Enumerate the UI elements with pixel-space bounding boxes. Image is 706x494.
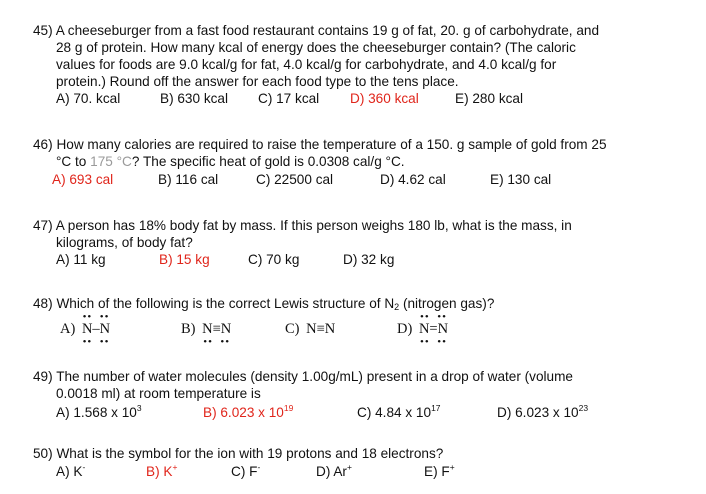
choice-a: A) 11 kg xyxy=(56,252,106,267)
choice-d: D) Ar+ xyxy=(316,462,352,479)
choice-c: C) F- xyxy=(231,462,261,479)
choice-c: C) 4.84 x $10^{17}$ xyxy=(357,403,441,420)
choice-e: E) 280 kcal xyxy=(455,91,524,106)
question-text: °C to 175 °C? The specific heat of gold is 0.0308 cal/g °C. xyxy=(56,154,405,169)
choice-a: A) 1.568 x $10^3$ xyxy=(56,403,142,420)
question-text: 47) A person has 18% body fat by mass. If this person weighs 180 lb, what is the mass, in xyxy=(33,218,572,233)
choice-c-lewis: C) N≡N xyxy=(285,321,336,337)
choice-b: B) 116 cal xyxy=(158,172,219,187)
choice-c: C) 22500 cal xyxy=(256,172,334,187)
question-text: 46) How many calories are required to raise the temperature of a 150. g sample of gold from 25 xyxy=(33,137,607,152)
question-number: 45) A cheeseburger from a fast food restaurant contains 19 g of fat, 20. g of carbohydrate, and xyxy=(33,23,600,38)
edited-temperature: 175 °C xyxy=(90,154,132,169)
question-text: values for foods are 9.0 kcal/g for fat, 4.0 kcal/g for carbohydrate, and 4.0 kcal/g for xyxy=(56,57,557,72)
question-text: 49) The number of water molecules (density 1.00g/mL) present in a drop of water (volume xyxy=(33,369,573,384)
question-text: 48) Which of the following is the correct Lewis structure of $N_2$ (nitrogen gas)? xyxy=(33,296,495,312)
choice-a: A) K- xyxy=(56,462,86,479)
choice-d: D) 6.023 x $10^{23}$ xyxy=(497,403,589,420)
choice-b-correct: B) 6.023 x $10^{19}$ xyxy=(203,403,294,420)
question-text: kilograms, of body fat? xyxy=(56,235,193,250)
choice-d: D) 4.62 cal xyxy=(380,172,446,187)
choice-a: A) 70. kcal xyxy=(56,91,121,106)
question-text: 0.0018 ml) at room temperature is xyxy=(56,386,261,401)
choice-d-lewis: D) •• •• N=N •• •• xyxy=(397,311,449,348)
choice-b: B) 630 kcal xyxy=(160,91,229,106)
choice-b-correct: B) 15 kg xyxy=(159,252,210,267)
question-text: 28 g of protein. How many kcal of energy does the cheeseburger contain? (The caloric xyxy=(56,40,576,55)
question-text: protein.) Round off the answer for each food type to the tens place. xyxy=(56,74,459,89)
choice-c: C) 70 kg xyxy=(248,252,300,267)
choice-e: E) F+ xyxy=(424,462,455,479)
choice-d-correct: D) 360 kcal xyxy=(350,91,419,106)
choice-d: D) 32 kg xyxy=(343,252,395,267)
question-text: 50) What is the symbol for the ion with 19 protons and 18 electrons? xyxy=(33,446,444,461)
choice-c: C) 17 kcal xyxy=(258,91,320,106)
choice-b-correct: B) K+ xyxy=(146,462,178,479)
choice-a-lewis: A) •• •• N–N •• •• xyxy=(60,311,111,348)
choice-e: E) 130 cal xyxy=(490,172,552,187)
choice-b-lewis: B) N≡N •• •• xyxy=(181,321,232,348)
choice-a-correct: A) 693 cal xyxy=(52,172,114,187)
